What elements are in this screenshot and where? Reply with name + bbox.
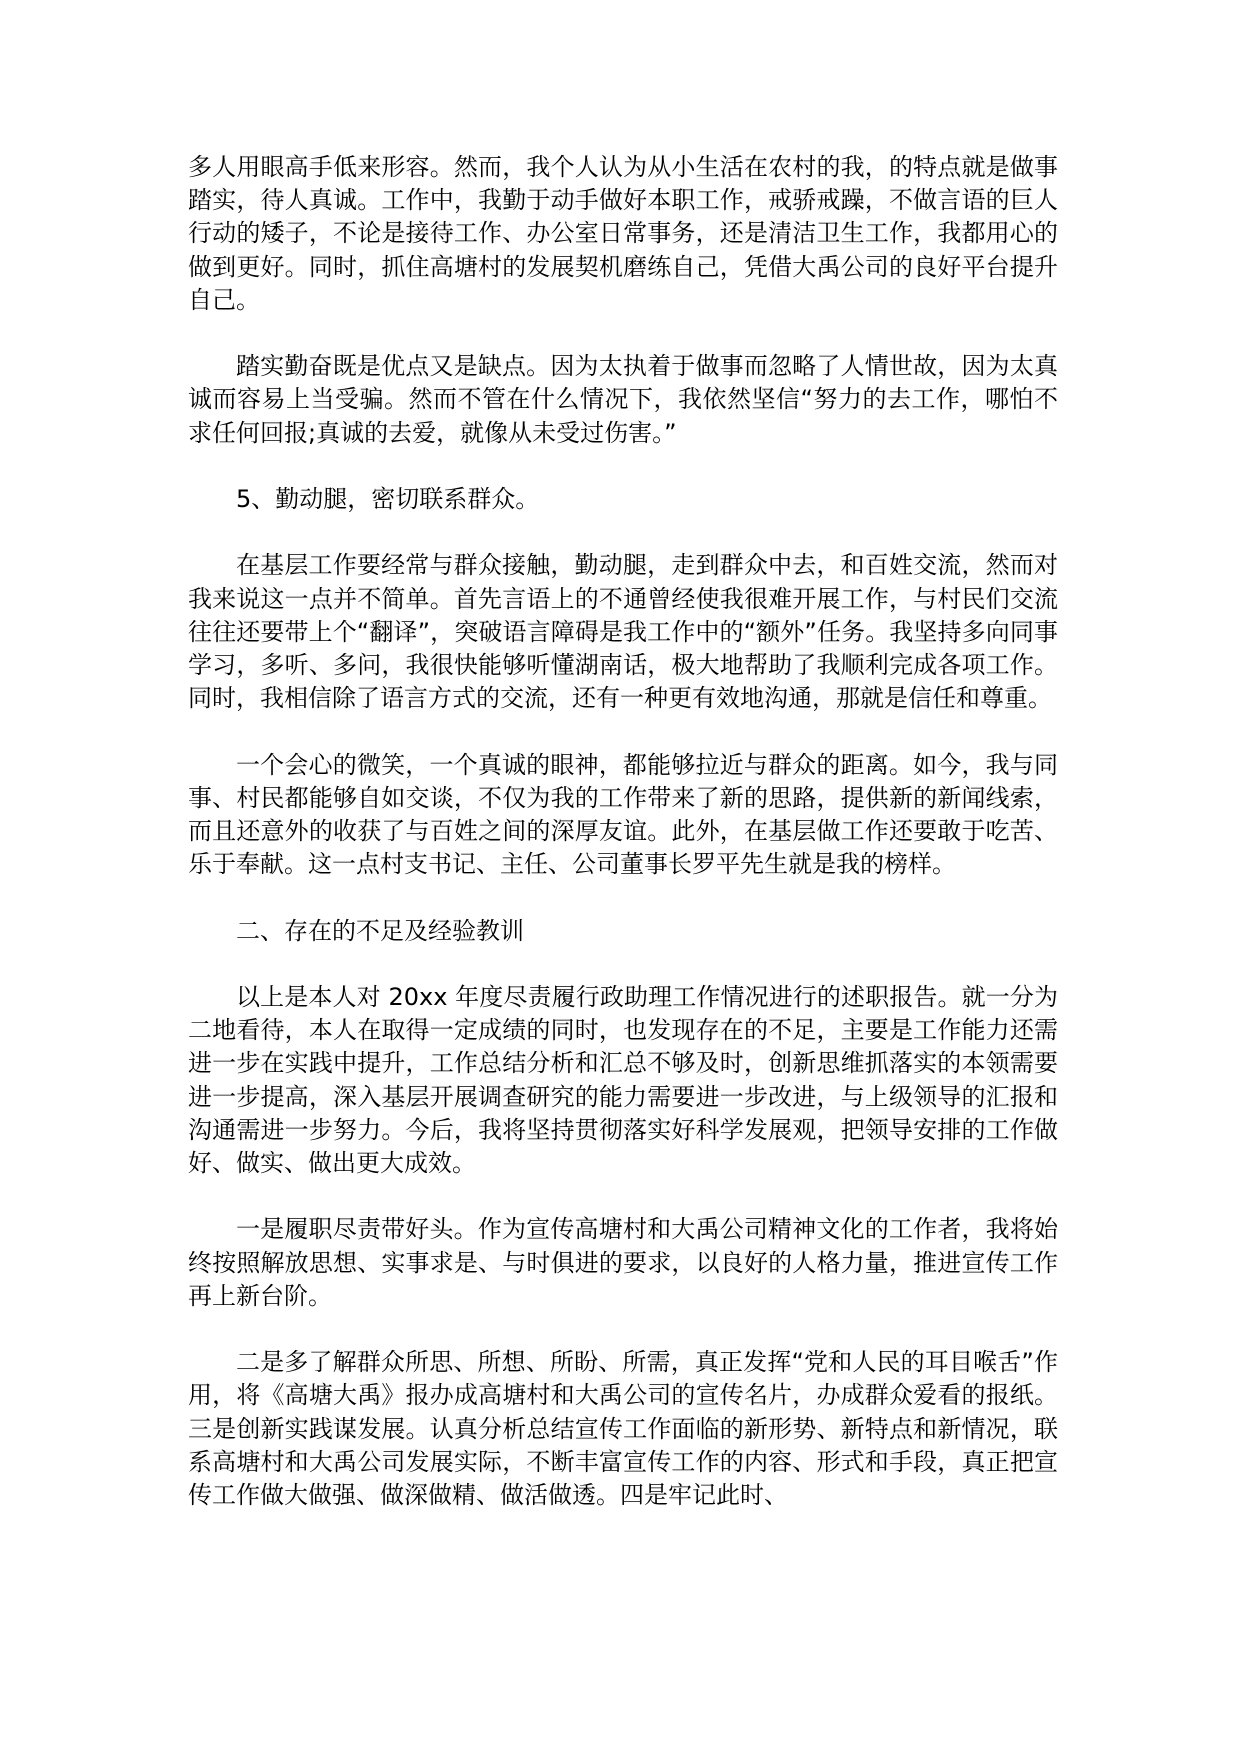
paragraph-point-two: 二是多了解群众所思、所想、所盼、所需，真正发挥“党和人民的耳目喉舌”作用，将《高塘大禹》报办成高塘村和大禹公司的宣传名片，办成群众爱看的报纸。三是创新实践谋发展。认真分析总结宣传工作面临的新形势、新特点和新情况，联系高塘村和大禹公司发展实际，不断丰富宣传工作的内容、形式和手段，真正把宣传工作做大做强、做深做精、做活做透。四是牢记此时、 <box>188 1348 1058 1509</box>
paragraph-diligence: 踏实勤奋既是优点又是缺点。因为太执着于做事而忽略了人情世故，因为太真诚而容易上当受骗。然而不管在什么情况下，我依然坚信“努力的去工作，哪怕不求任何回报;真诚的去爱，就像从未受过伤害。” <box>188 352 1058 447</box>
paragraph-continuation: 多人用眼高手低来形容。然而，我个人认为从小生活在农村的我，的特点就是做事踏实，待人真诚。工作中，我勤于动手做好本职工作，戒骄戒躁，不做言语的巨人行动的矮子，不论是接待工作、办公室日常事务，还是清洁卫生工作，我都用心的做到更好。同时，抓住高塘村的发展契机磨练自己，凭借大禹公司的良好平台提升自己。 <box>188 153 1058 314</box>
paragraph-smile: 一个会心的微笑，一个真诚的眼神，都能够拉近与群众的距离。如今，我与同事、村民都能够自如交谈，不仅为我的工作带来了新的思路，提供新的新闻线索，而且还意外的收获了与百姓之间的深厚友谊。此外，在基层做工作还要敢于吃苦、乐于奉献。这一点村支书记、主任、公司董事长罗平先生就是我的榜样。 <box>188 750 1058 879</box>
section-heading-2: 二、存在的不足及经验教训 <box>236 916 524 945</box>
document-body <box>188 151 1058 1512</box>
paragraph-report-summary: 以上是本人对 20xx 年度尽责履行政助理工作情况进行的述职报告。就一分为二地看待，本人在取得一定成绩的同时，也发现存在的不足，主要是工作能力还需进一步在实践中提升，工作总结分析和汇总不够及时，创新思维抓落实的本领需要进一步提高，深入基层开展调查研究的能力需要进一步改进，与上级领导的汇报和沟通需进一步努力。今后，我将坚持贯彻落实好科学发展观，把领导安排的工作做好、做实、做出更大成效。 <box>188 982 1058 1177</box>
paragraph-grassroots-work: 在基层工作要经常与群众接触，勤动腿，走到群众中去，和百姓交流，然而对我来说这一点并不简单。首先言语上的不通曾经使我很难开展工作，与村民们交流往往还要带上个“翻译”，突破语言障碍是我工作中的“额外”任务。我坚持多向同事学习，多听、多问，我很快能够听懂湖南话，极大地帮助了我顺利完成各项工作。同时，我相信除了语言方式的交流，还有一种更有效地沟通，那就是信任和尊重。 <box>188 551 1058 713</box>
paragraph-point-one: 一是履职尽责带好头。作为宣传高塘村和大禹公司精神文化的工作者，我将始终按照解放思想、实事求是、与时俱进的要求，以良好的人格力量，推进宣传工作再上新台阶。 <box>188 1215 1058 1310</box>
section-heading-5: 5、勤动腿，密切联系群众。 <box>236 485 540 513</box>
